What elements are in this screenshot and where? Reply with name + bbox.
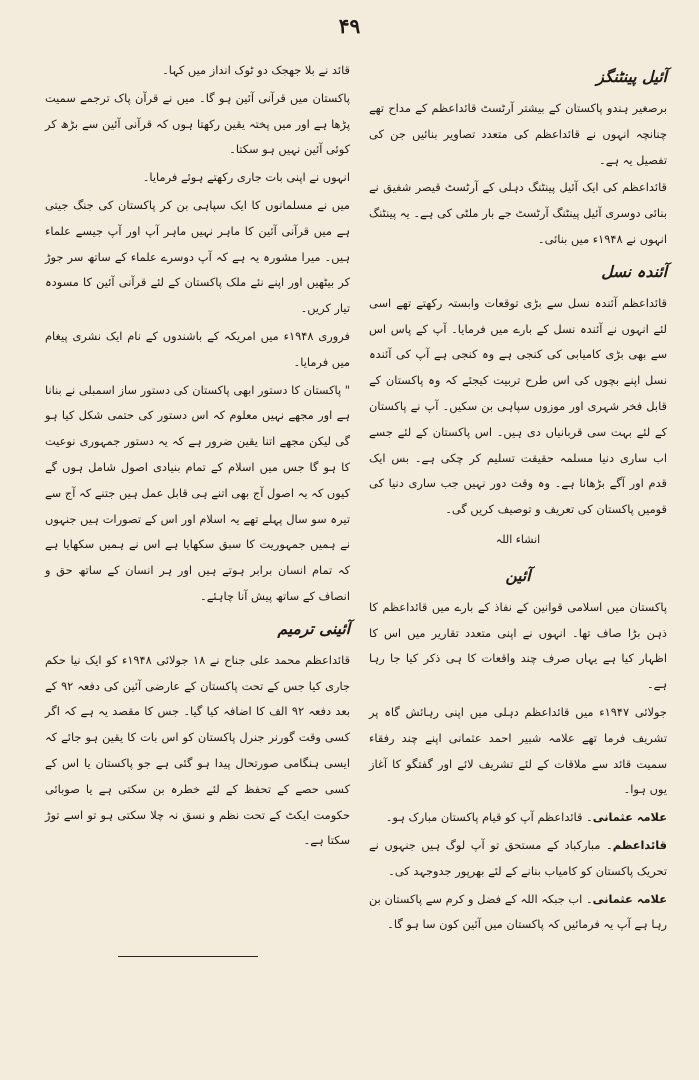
section-constitution (369, 563, 667, 938)
heading-future-generation: آئندہ نسل (601, 261, 667, 281)
paragraph: قائداعظم محمد علی جناح نے ۱۸ جولائی ۱۹۴۸ء کو ایک نیا حکم جاری کیا جس کے تحت پاکستان کے عارضی آئین کی دفعہ ۹۲ کے بعد دفعہ ۹۲ الف کا اضافہ کیا گیا۔ جس کا مقصد یہ ہے کہ اگر کسی وقت گورنر جنرل پاکستان کو اس بات کا یقین ہو جائے کہ ایسی ہنگامی صورتحال پیدا ہو گئی ہے جو پاکستان یا اس کے کسی حصے کے تحفظ کے لئے خطرہ بن سکتی ہے یا صوبائی حکومت ایکٹ کے تحت نظم و نسق نہ چلا سکتی ہو تو اسے توڑ سکتا ہے۔ (45, 652, 351, 848)
dialogue-text: قائداعظم آپ کو قیام پاکستان مبارک ہو۔ (385, 810, 583, 825)
dialogue-text: مبارکباد کے مستحق تو آپ لوگ ہیں جنہوں نے تحریک پاکستان کو کامیاب بنانے کے لئے بھرپور جدوجہد کی۔ (369, 837, 667, 878)
dialogue-speaker: علامہ عثمانی (592, 891, 667, 906)
dialogue-speaker: قائداعظم (612, 837, 667, 852)
heading-amendment: آئینی ترمیم (277, 618, 350, 638)
paragraph: پاکستان میں اسلامی قوانین کے نفاذ کے بارے میں قائداعظم کا ذہن بڑا صاف تھا۔ انہوں نے اپنی متعدد تقاریر میں اس کا اظہار کیا ہے یہاں صرف چند واقعات کا ہی ذکر کیا جا رہا ہے۔ (369, 599, 667, 692)
dialogue-line: علامہ عثمانی۔ قائداعظم آپ کو قیام پاکستان مبارک ہو۔ (385, 810, 667, 825)
dialogue-line: علامہ عثمانی۔ اب جبکہ اللہ کے فضل و کرم سے پاکستان بن رہا ہے آپ یہ فرمائیں کہ پاکستان میں آئین کون سا ہو گا۔ (369, 891, 667, 932)
paragraph: قائداعظم کی ایک آئیل پینٹنگ دہلی کے آرٹسٹ قیصر شفیق نے بنائی دوسری آئیل پینٹنگ آرٹسٹ جے بار ملٹی کی ہے۔ یہ پینٹنگ انہوں نے ۱۹۴۸ء میں بنائی۔ (369, 180, 667, 246)
section-oil-painting (369, 64, 667, 253)
left-column (45, 58, 350, 856)
right-column (369, 58, 667, 940)
dialogue-line: قائداعظم۔ مبارکباد کے مستحق تو آپ لوگ ہیں جنہوں نے تحریک پاکستان کو کامیاب بنانے کے لئے بھرپور جدوجہد کی۔ (369, 837, 667, 878)
paragraph: جولائی ۱۹۴۷ء میں قائداعظم دہلی میں اپنی رہائش گاہ پر تشریف فرما تھے علامہ شبیر احمد عثمانی اپنے چند رفقاء سمیت قائد سے ملاقات کے لئے تشریف لائے اور گفتگو کا آغاز یوں ہوا۔ (369, 704, 667, 797)
section-end-rule (118, 956, 258, 957)
dialogue-speaker: علامہ عثمانی (592, 810, 667, 825)
section-future-generation (369, 259, 667, 553)
page-number: ۴۹ (338, 14, 361, 38)
paragraph: قائد نے بلا جھجک دو ٹوک انداز میں کہا۔ (162, 63, 350, 77)
signoff-inshallah: انشاء اللہ (495, 532, 541, 546)
paragraph: انہوں نے اپنی بات جاری رکھتے ہوئے فرمایا۔ (142, 170, 350, 185)
paragraph: قائداعظم آئندہ نسل سے بڑی توقعات وابستہ رکھتے تھے اسی لئے انہوں نے آئندہ نسل کے بارے میں فرمایا۔ آپ کے پاس اس سے بھی بڑی کامیابی کی کنجی ہے وہ کنجی ہے آپ کی آئندہ نسل اپنے بچوں کی اس طرح تربیت کیجئے کہ وہ پاکستان کے قابل فخر شہری اور موزوں سپاہی بن سکیں۔ آپ نے پاکستان کے لئے بہت سی قربانیاں دی ہیں۔ اس پاکستان کے لئے جسے اب ساری دنیا مسلمہ حقیقت تسلیم کر چکی ہے۔ بس ایک قدم اور آگے بڑھانا ہے۔ وہ وقت دور نہیں جب ساری دنیا کی قومیں پاکستان کی تعریف و توصیف کریں گی۔ (369, 295, 667, 517)
heading-oil-painting: آئیل پینٹنگز (596, 67, 667, 86)
section-continued (45, 58, 350, 610)
quote-paragraph: " پاکستان کا دستور ابھی پاکستان کی دستور ساز اسمبلی نے بنانا ہے اور مجھے نہیں معلوم کہ اس دستور کی حتمی شکل کیا ہو گی لیکن مجھے اتنا یقین ضرور ہے کہ یہ دستور جمہوری نوعیت کا ہو گا جس میں اسلام کے تمام بنیادی اصول شامل ہوں گے کیوں کہ یہ اصول آج بھی اتنے ہی قابل عمل ہیں جتنے کہ آج سے تیرہ سو سال پہلے تھے یہ اسلام اور اس کے تصورات ہیں جنہوں نے ہمیں جمہوریت کا سبق سکھایا ہے اس نے ہمیں سکھایا ہے کہ تمام انسان برابر ہوتے ہیں اور ہر انسان کے ساتھ حق و انصاف کے ساتھ پیش آنا چاہئے۔ (45, 382, 350, 603)
paragraph: فروری ۱۹۴۸ء میں امریکہ کے باشندوں کے نام ایک نشری پیغام میں فرمایا۔ (45, 328, 350, 369)
dialogue-text: اب جبکہ اللہ کے فضل و کرم سے پاکستان بن رہا ہے آپ یہ فرمائیں کہ پاکستان میں آئین کون سا ہو گا۔ (369, 891, 667, 932)
heading-constitution: آئین (505, 565, 531, 585)
paragraph: برصغیر ہندو پاکستان کے بیشتر آرٹسٹ قائداعظم کے مداح تھے چنانچہ انہوں نے قائداعظم کی متعدد تصاویر بنائیں جن کی تفصیل یہ ہے۔ (369, 101, 667, 167)
paragraph: میں نے مسلمانوں کا ایک سپاہی بن کر پاکستان کی جنگ جیتی ہے میں قرآنی آئین کا ماہر نہیں ماہر آپ اور آپ جیسے علماء ہیں۔ میرا مشورہ یہ ہے کہ آپ دوسرے علماء کے ساتھ سر جوڑ کر بیٹھیں اور اپنے نئے ملک پاکستان کے لئے قرآنی آئین کا مسودہ تیار کریں۔ (45, 197, 350, 316)
paragraph: پاکستان میں قرآنی آئین ہو گا۔ میں نے قرآن پاک ترجمے سمیت پڑھا ہے اور میں پختہ یقین رکھتا ہوں کہ قرآنی آئین سے بڑھ کر کوئی آئین نہیں ہو سکتا۔ (45, 90, 350, 157)
section-amendment (45, 616, 350, 854)
